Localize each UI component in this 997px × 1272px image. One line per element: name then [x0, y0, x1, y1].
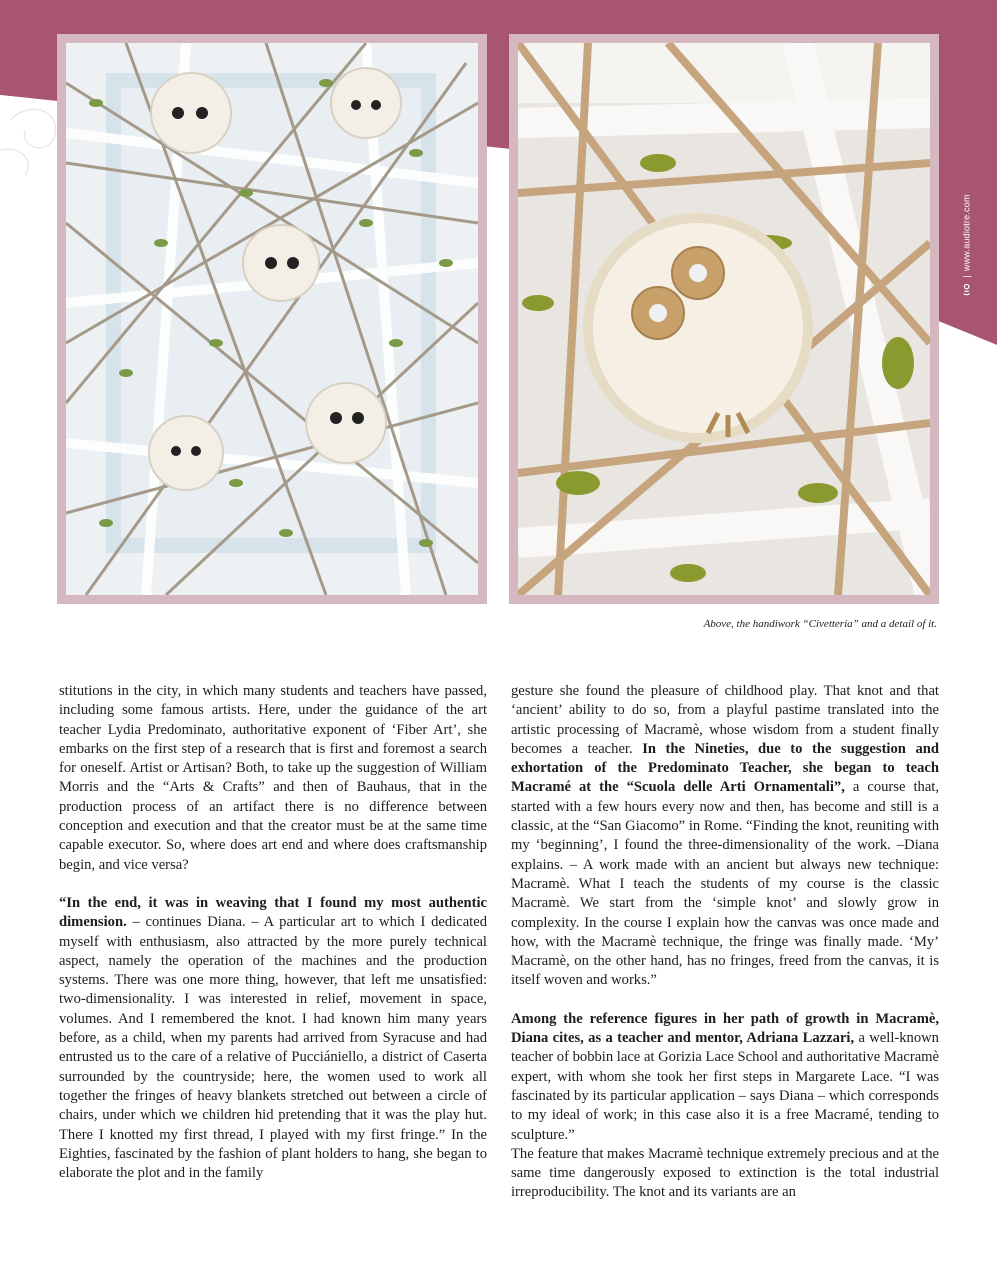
bold-highlight: Among the reference figures in her path of growth in Macramè, Diana cites, as a teacher and mentor, Adriana Lazzari, [511, 1010, 939, 1047]
article-column-right [511, 682, 939, 1203]
photo-civetteria-detail [509, 34, 939, 604]
photo-caption: Above, the handiwork “Civetteria” and a detail of it. [703, 618, 937, 630]
article-column-left [59, 682, 487, 1183]
paragraph: stitutions in the city, in which many students and teachers have passed, including some famous artists. Here, under the guidance of the art teacher Lydia Predominato, authoritative exponent of ‘Fiber Art’, she embarks on the first step of a research that is first and foremost a search for oneself. Artist or Artisan? Both, to take up the suggestion of William Morris and the “Arts & Crafts” and then of Bauhaus, that in the production process of an artifact there is no difference between conception and execution and that the creator must be at the same time capable executor. So, where does art end and where does craftsmanship begin, and vice versa? [59, 683, 487, 873]
paragraph-text: – continues Diana. – A particular art to which I dedicated myself with enthusiasm, also attracted by the more purely technical aspect, namely the operation of the machines and the production systems. There was one more thing, however, that left me unsatisfied: two-dimensionality. I was interested in relief, movement in space, volumes. And I remembered the knot. I had known him many years before, as a child, when my parents had arrived from Syracuse and had entrusted us to the care of a relative of Pucciániello, a district of Caserta surrounded by the countryside; here, the women used to work all together the fringes of heavy blankets stretched out between a circle of chairs, under which we children hid pretending that it was the play hut. There I knotted my first thread, I played with my first fringe.” In the Eighties, fascinated by the fashion of plant holders to hang, she began to elaborate the plot and in the family [59, 914, 487, 1182]
site-url: www.audiotre.com [962, 194, 972, 272]
paragraph [511, 1010, 939, 1145]
paragraph-text: a well-known teacher of bobbin lace at Gorizia Lace School and authoritative Macramè expert, with whom she took her first steps in Margarete Lace. “I was fascinated by its particular application – says Diana – which corresponds to my ideal of work; in this case also it is a free Macramé, tending to sculpture.” [511, 1030, 939, 1143]
audiotre-logo-icon [962, 282, 972, 296]
paragraph [511, 682, 939, 991]
civetteria-detail-image [518, 43, 930, 595]
civetteria-artwork-image [66, 43, 478, 595]
paragraph-text: gesture she found the pleasure of childhood play. That knot and that ‘ancient’ ability to do so, from a playful pastime translated into the artistic processing of Macramè, whose wisdom from a student finally becomes a teacher. [511, 683, 939, 757]
bold-highlight: In the Nineties, due to the suggestion and exhortation of the Predominato Teacher, she began to teach Macramé at the “Scuola delle Arti Ornamentali”, [511, 740, 939, 796]
photo-civetteria [57, 34, 487, 604]
site-url-tag: | www.audiotre.com [952, 130, 982, 360]
bold-quote: “In the end, it was in weaving that I found my most authentic dimension. [59, 894, 487, 931]
paragraph-text: a course that, started with a few hours every now and then, has become and still is a classic, at the “San Giacomo” in Rome. “Finding the knot, reuniting with my ‘beginning’, I found the three-dimensionality of the work. –Diana explains. – A work made with an ancient but always new technique: Macramè. What I teach the students of my course is the classic Macramè. We start from the ‘simple knot’ and slowly grow in complexity. In the course I explain how the canvas was once made and how, with the Macramè technique, the fringe was finally made. ‘My’ Macramè, on the other hand, has no fringes, freed from the canvas, it is itself woven and works.” [511, 779, 939, 989]
paragraph [59, 894, 487, 1183]
paragraph: The feature that makes Macramè technique extremely precious and at the same time dangerously exposed to extinction is the total industrial irreproducibility. The knot and its variants are an [511, 1145, 939, 1201]
